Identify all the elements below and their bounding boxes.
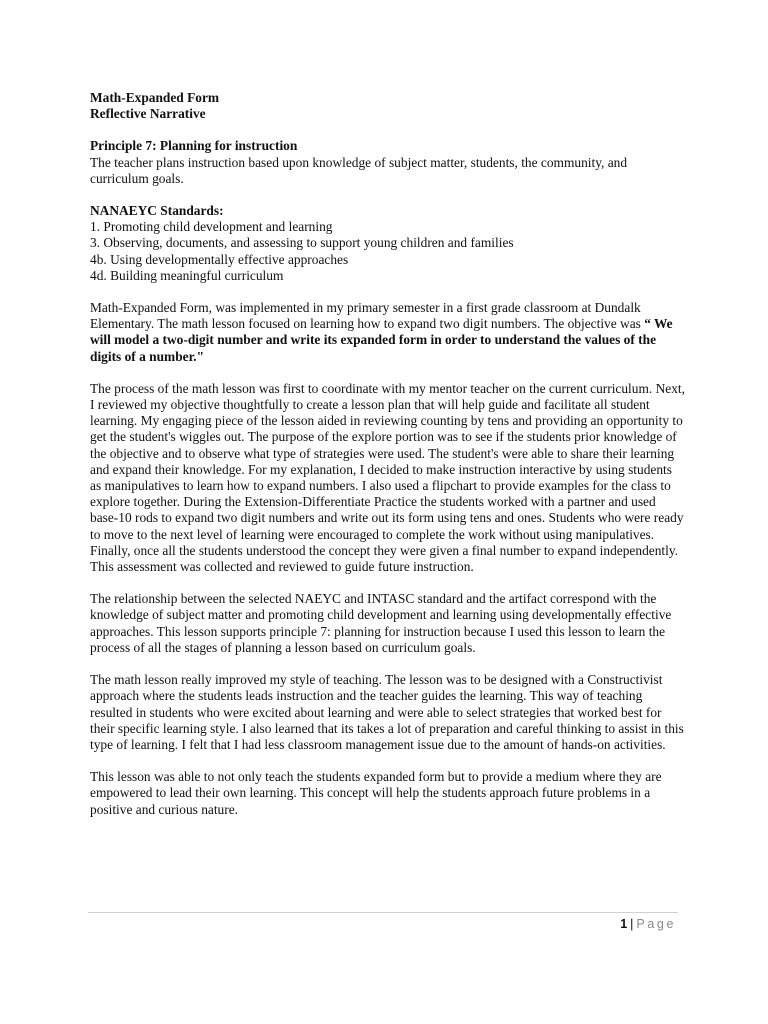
standard-item: 1. Promoting child development and learning bbox=[90, 219, 333, 235]
standard-item: 4b. Using developmentally effective approaches bbox=[90, 251, 349, 267]
principle-text: The teacher plans instruction based upon knowledge of subject matter, students, the community, and curriculum goals. bbox=[90, 154, 628, 186]
lesson-objective: “ We will model a two-digit number and write its expanded form in order to understand the values of the digits of a number." bbox=[90, 316, 673, 364]
conclusion-paragraph: This lesson was able to not only teach the students expanded form but to provide a medium where they are empowered to lead their own learning. This concept will help the students approach future problems in a positive and curious nature. bbox=[90, 769, 662, 817]
standard-item: 3. Observing, documents, and assessing to support young children and families bbox=[90, 235, 514, 251]
process-paragraph: The process of the math lesson was first to coordinate with my mentor teacher on the current curriculum. Next, I reviewed my objective thoughtfully to create a lesson plan that will help guide and facilitate all student learning. My engaging piece of the lesson aided in reviewing counting by tens and providing an opportunity to get the student's wiggles out. The purpose of the explore portion was to see if the students prior knowledge of the objective and to observe what type of strategies were used. The student's were able to share their learning and expand their knowledge. For my explanation, I decided to make instruction interactive by using students as manipulatives to learn how to expand numbers. I also used a flipchart to provide examples for the class to explore together. During the Extension-Differentiate Practice the students worked with a partner and used base-10 rods to expand two digit numbers and write out its form using tens and ones. Students who were ready to move to the next level of learning were encouraged to complete the work without using manipulatives. Finally, once all the students understood the concept they were given a final number to expand independently. This assessment was collected and reviewed to guide future instruction. bbox=[90, 380, 685, 575]
document-subtitle: Reflective Narrative bbox=[90, 106, 206, 122]
page-label: Page bbox=[636, 917, 676, 931]
document-title: Math-Expanded Form bbox=[90, 90, 220, 105]
standards-list bbox=[90, 219, 686, 284]
teaching-reflection-paragraph: The math lesson really improved my style of teaching. The lesson was to be designed with a Constructivist approach where the students leads instruction and the teacher guides the learning. This way of teaching resulted in students who were excited about learning and were able to select strategies that worked best for their specific learning style. I also learned that its takes a lot of preparation and careful thinking to assist in this type of learning. I felt that I had less classroom management issue due to the amount of hands-on activities. bbox=[90, 672, 684, 752]
title-block bbox=[90, 90, 686, 122]
standards-heading: NANAEYC Standards: bbox=[90, 203, 224, 219]
page-number: 1 bbox=[620, 917, 628, 931]
intro-text: Math-Expanded Form, was implemented in my primary semester in a first grade classroom at Dundalk Elementary. The math lesson focused on learning how to expand two digit numbers. The objective was bbox=[90, 300, 645, 332]
intro-paragraph bbox=[90, 300, 686, 365]
standards-relationship-paragraph: The relationship between the selected NAEYC and INTASC standard and the artifact correspond with the knowledge of subject matter and promoting child development and learning using developmentally effective approaches. This lesson supports principle 7: planning for instruction because I used this lesson to learn the process of all the stages of planning a lesson based on curriculum goals. bbox=[90, 591, 672, 655]
footer-separator: | bbox=[630, 917, 634, 931]
standards-section bbox=[90, 203, 686, 284]
principle-section bbox=[90, 138, 686, 187]
standard-item: 4d. Building meaningful curriculum bbox=[90, 267, 284, 283]
document-body bbox=[90, 90, 686, 834]
page-footer bbox=[620, 916, 676, 932]
principle-heading: Principle 7: Planning for instruction bbox=[90, 138, 298, 154]
footer-divider bbox=[88, 912, 678, 913]
